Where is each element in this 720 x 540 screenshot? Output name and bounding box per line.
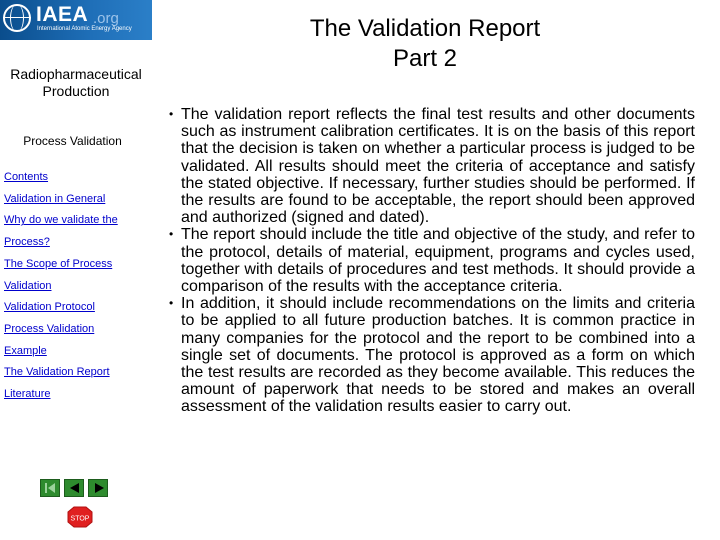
iaea-logo	[0, 0, 152, 40]
bullet-icon: •	[169, 227, 174, 242]
previous-arrow-icon	[70, 483, 79, 493]
nav-link-scope-cont[interactable]: Validation	[4, 279, 52, 292]
nav-link-why-validate[interactable]: Why do we validate the	[4, 214, 118, 227]
section-title: Radiopharmaceutical Production	[10, 66, 142, 99]
logo-subtitle: International Atomic Energy Agency	[37, 26, 132, 32]
next-button[interactable]	[88, 479, 108, 497]
nav-link-validation-report[interactable]: The Validation Report	[4, 366, 110, 379]
logo-name: IAEA	[36, 3, 89, 26]
topic-heading: Process Validation	[23, 134, 122, 148]
nav-link-process-validation[interactable]: Process Validation	[4, 322, 95, 335]
bullet-text: The validation report reflects the final test results and other documents such as instrument calibration certificates. It is on the basis of this report that the decision is taken on whether a particular process is judged to be validated. All results should meet the criteria of acceptance and satisfy the stated objective. If necessary, further studies should be performed. If the results are found to be acceptable, the report should been approved and authorized (signed and dated).	[181, 106, 695, 227]
bullet-item	[157, 295, 695, 415]
sidebar-nav	[4, 167, 154, 406]
nav-link-why-validate-cont[interactable]: Process?	[4, 236, 50, 249]
nav-link-validation-in-general[interactable]: Validation in General	[4, 192, 106, 205]
previous-button[interactable]	[64, 479, 84, 497]
stop-button[interactable]	[67, 506, 93, 528]
title-line-2: Part 2	[392, 45, 458, 72]
nav-link-contents[interactable]: Contents	[4, 171, 49, 183]
bullet-text: The report should include the title and objective of the study, and refer to the protocol, details of material, equipment, programs and cycles used, together with details of procedures and test methods. It should provide a comparison of the results with the acceptance criteria.	[181, 226, 695, 296]
first-page-button[interactable]	[40, 479, 60, 497]
nav-link-process-validation-cont[interactable]: Example	[4, 344, 47, 357]
bullet-item	[157, 226, 695, 295]
next-arrow-icon	[95, 483, 104, 493]
bullet-icon: •	[169, 296, 174, 311]
stop-label: STOP	[70, 515, 90, 523]
content-bullets	[157, 106, 695, 416]
title-line-1: The Validation Report	[309, 15, 541, 42]
nav-link-validation-protocol[interactable]: Validation Protocol	[4, 301, 95, 314]
first-page-icon	[45, 483, 47, 493]
page-title	[280, 14, 570, 74]
bullet-item	[157, 106, 695, 226]
stop-sign-icon	[67, 506, 93, 528]
globe-icon	[3, 4, 31, 32]
slide-navigation	[40, 479, 110, 497]
bullet-icon: •	[169, 107, 174, 121]
bullet-text: In addition, it should include recommendations on the limits and criteria to be applied to all future production batches. It is common practice in many companies for the protocol and the report to be combined into a single set of documents. The protocol is approved as a form on which the test results are recorded as they become available. This reduces the amount of paperwork that needs to be stored and makes an overall assessment of the validation results easier to carry out.	[181, 295, 695, 416]
logo-suffix: .org	[93, 10, 119, 27]
nav-link-literature[interactable]: Literature	[4, 388, 51, 401]
nav-link-scope[interactable]: The Scope of Process	[4, 257, 113, 270]
